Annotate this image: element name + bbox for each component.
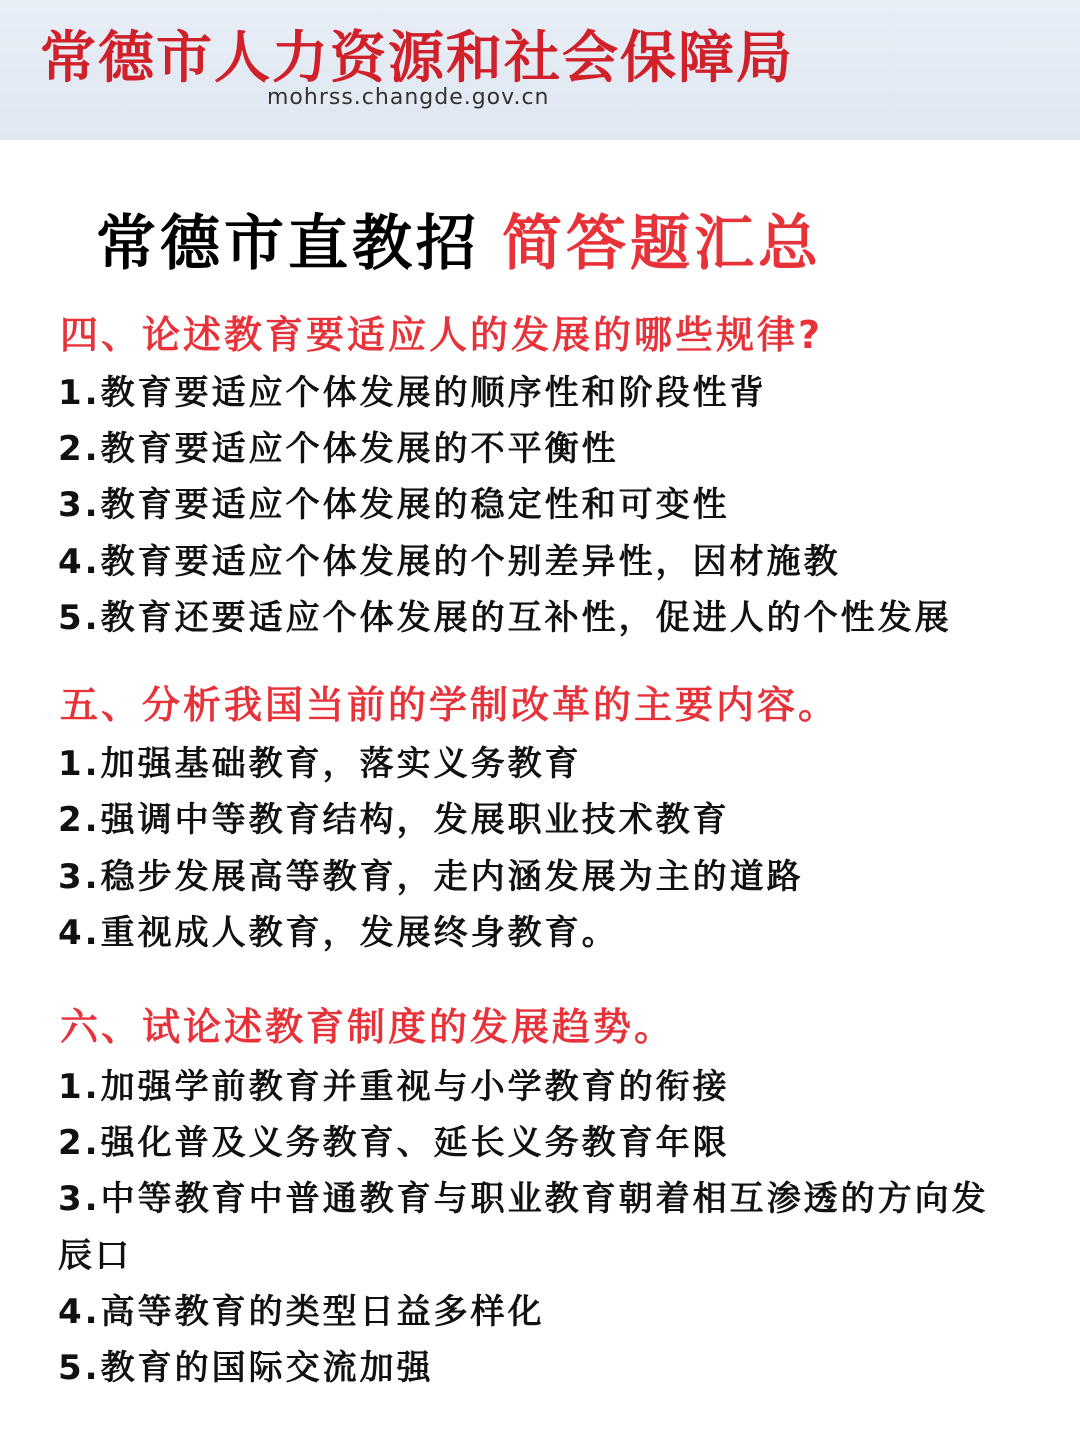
list-item: 2.教育要适应个体发展的不平衡性 (58, 429, 619, 469)
list-item: 2.强调中等教育结构，发展职业技术教育 (58, 800, 730, 840)
section-title-4: 四、论述教育要适应人的发展的哪些规律? (60, 313, 824, 357)
header-banner (0, 0, 1080, 140)
banner-url: mohrss.changde.gov.cn (267, 85, 550, 110)
banner-title: 常德市人力资源和社会保障局 (40, 26, 794, 91)
page-title-main: 常德市直教招 (96, 209, 480, 279)
list-item: 5.教育还要适应个体发展的互补性，促进人的个性发展 (58, 598, 952, 638)
list-item: 3.教育要适应个体发展的稳定性和可变性 (58, 485, 730, 525)
list-item: 4.高等教育的类型日益多样化 (58, 1292, 545, 1332)
list-item: 2.强化普及义务教育、延长义务教育年限 (58, 1123, 730, 1163)
list-item: 1.加强基础教育，落实义务教育 (58, 744, 582, 784)
list-item: 5.教育的国际交流加强 (58, 1348, 434, 1388)
list-item: 辰口 (58, 1236, 132, 1276)
list-item: 1.加强学前教育并重视与小学教育的衔接 (58, 1067, 730, 1107)
page-title (96, 196, 822, 282)
list-item: 3.稳步发展高等教育，走内涵发展为主的道路 (58, 857, 804, 897)
list-item: 1.教育要适应个体发展的顺序性和阶段性背 (58, 373, 767, 413)
list-item: 4.重视成人教育，发展终身教育。 (58, 913, 619, 953)
section-title-5: 五、分析我国当前的学制改革的主要内容。 (60, 683, 840, 727)
list-item: 3.中等教育中普通教育与职业教育朝着相互渗透的方向发 (58, 1179, 989, 1219)
list-item: 4.教育要适应个体发展的个别差异性，因材施教 (58, 542, 841, 582)
section-title-6: 六、试论述教育制度的发展趋势。 (60, 1005, 676, 1049)
page-title-highlight: 简答题汇总 (502, 209, 822, 279)
